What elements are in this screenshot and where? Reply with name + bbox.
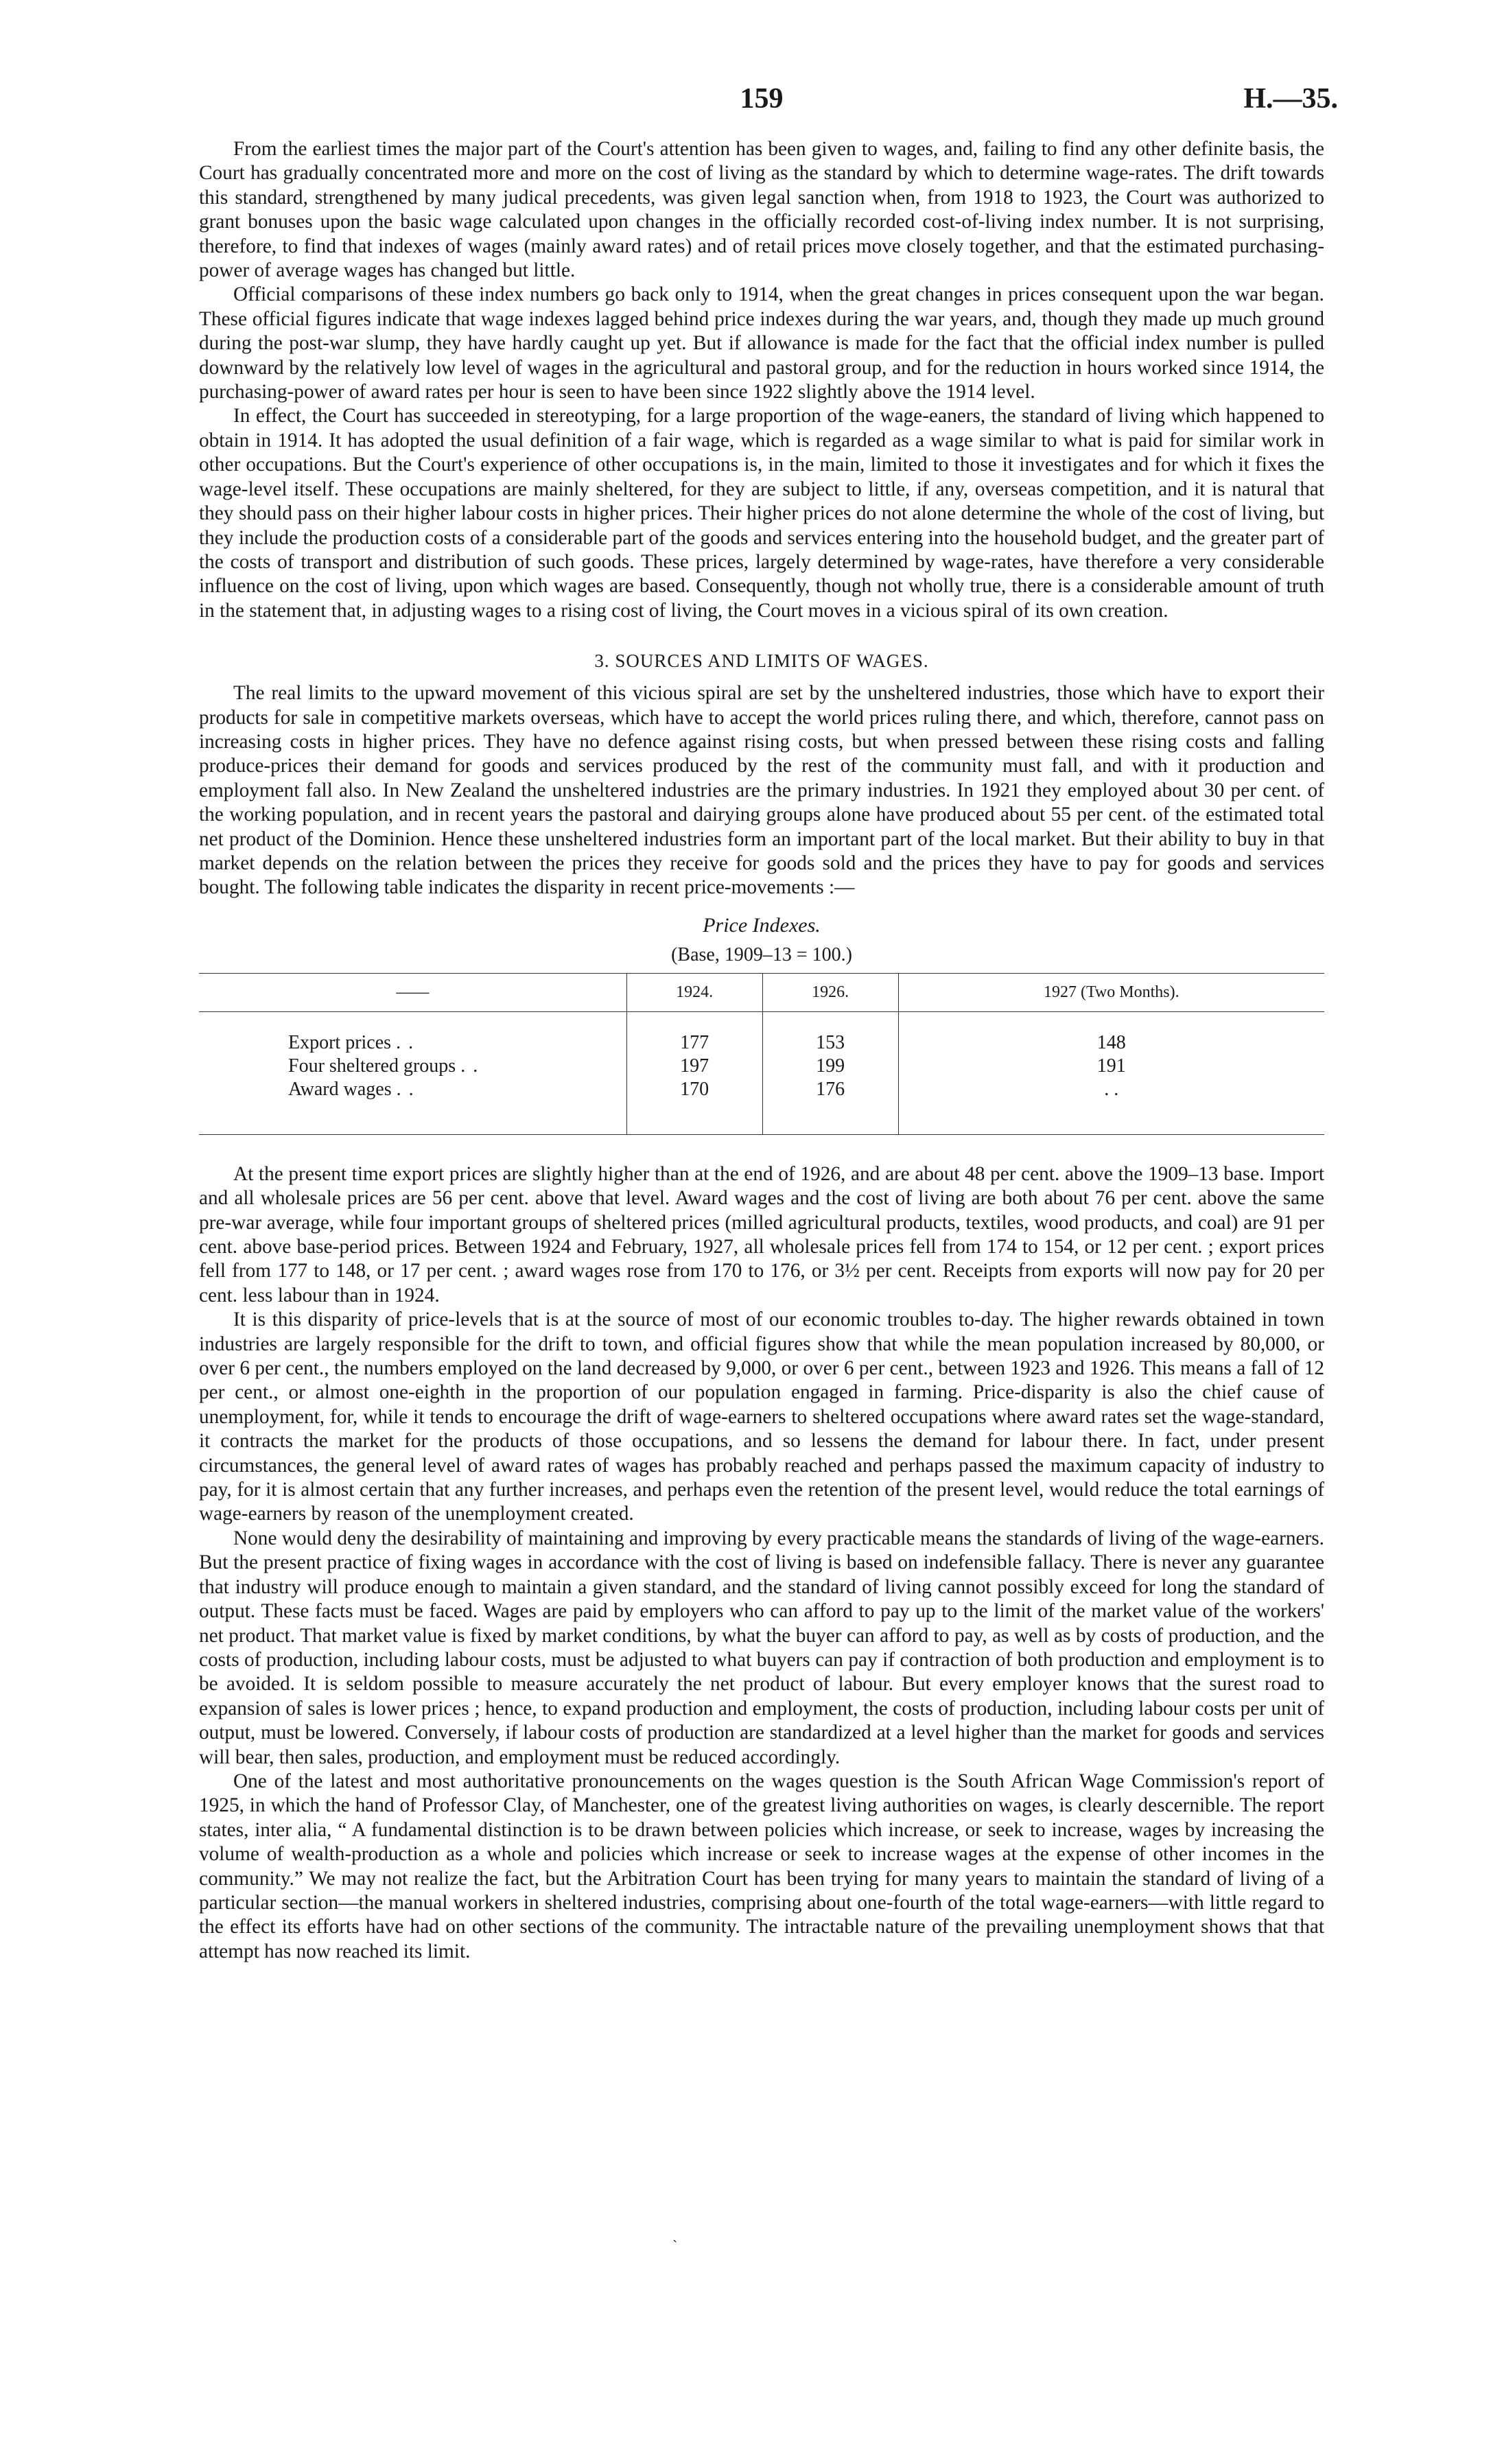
table-cell: 153 (762, 1011, 898, 1055)
table-cell: 148 (898, 1011, 1324, 1055)
section-heading: 3. SOURCES AND LIMITS OF WAGES. (594, 650, 929, 672)
table-header-dash: —— (199, 973, 626, 1011)
price-index-table (199, 973, 1324, 1135)
table-row (199, 1055, 1324, 1078)
table-title: Price Indexes. (703, 913, 821, 937)
page-number: 159 (740, 83, 784, 115)
table-cell: 170 (626, 1078, 762, 1135)
table-cell: . . (898, 1078, 1324, 1135)
table-cell: 177 (626, 1011, 762, 1055)
paragraph-desirability: None would deny the desirability of maintaining and improving by every practicable means the standards of living of the wage-earners. But the present practice of fixing wages in accordance with the cost of living is based on indefensible fallacy. There is never any guarantee that industry will produce enough to maintain a given standard, and the standard of living cannot possibly exceed for long the standard of output. These facts must be faced. Wages are paid by employers who can afford to pay up to the limit of the market value of the workers' net product. That market value is fixed by market conditions, by what the buyer can afford to pay, as well as by costs of production, and the costs of production, including labour costs, must be adjusted to what buyers can pay if contraction of both production and employment is to be avoided. It is seldom possible to measure accurately the net product of labour. But every employer knows that the surest road to expansion of sales is lower prices ; hence, to expand production and employment, the costs of production, including labour costs per unit of output, must be lowered. Conversely, if labour costs of production are standardized at a level higher than the market for goods and services will bear, then sales, production, and employment must be reduced accordingly. (199, 1527, 1324, 1768)
table-row (199, 1011, 1324, 1055)
page-header (199, 82, 1338, 137)
document-reference: H.—35. (1243, 83, 1338, 115)
table-cell: 191 (898, 1055, 1324, 1078)
paragraph-south-african-commission: One of the latest and most authoritative pronouncements on the wages question is the South African Wage Commission's report of 1925, in which the hand of Professor Clay, of Manchester, one of the greatest living authorities on wages, is clearly descernible. The report states, inter alia, “ A fundamental distinction is to be drawn between policies which increase, or seek to increase, wages by increasing the volume of wealth-production as a whole and policies which increase or seek to increase wages at the expense of other incomes in the community.” We may not realize the fact, but the Arbitration Court has been trying for many years to maintain the standard of living of a particular section—the manual workers in sheltered industries, comprising about one-fourth of the total wage-earners—with little regard to the effect its efforts have had on other sections of the community. The intractable nature of the prevailing unemployment shows that that attempt has now reached its limit. (199, 1770, 1324, 1962)
row-label-cell (199, 1011, 626, 1055)
paragraph-present-time: At the present time export prices are slightly higher than at the end of 1926, and are about 48 per cent. above the 1909–13 base. Import and all wholesale prices are 56 per cent. above that level. Award wages and the cost of living are both about 76 per cent. above the same pre-war average, while four important groups of sheltered prices (milled agricultural products, textiles, wood products, and coal) are 91 per cent. above base-period prices. Between 1924 and February, 1927, all wholesale prices fell from 174 to 154, or 12 per cent. ; export prices fell from 177 to 148, or 17 per cent. ; award wages rose from 170 to 176, or 3½ per cent. Receipts from exports will now pay for 20 per cent. less labour than in 1924. (199, 1162, 1324, 1306)
paragraph-official-comparisons: Official comparisons of these index numbers go back only to 1914, when the great changes in prices consequent upon the war began. These official figures indicate that wage indexes lagged behind price indexes during the war years, and, though they made up much ground during the post-war slump, they have hardly caught up yet. But if allowance is made for the fact that the official index number is pulled downward by the relatively low level of wages in the agricultural and pastoral group, and for the reduction in hours worked since 1914, the purchasing-power of award rates per hour is seen to have been since 1922 slightly above the 1914 level. (199, 283, 1324, 403)
row-label: Export prices (288, 1031, 392, 1053)
table-header-1924: 1924. (626, 973, 762, 1011)
leader-dots: . . (396, 1078, 415, 1100)
paragraph-court-wages: From the earliest times the major part of the Court's attention has been given to wages, and, failing to find any other definite basis, the Court has gradually concentrated more and more on the cost of living as the standard by which to determine wage-rates. The drift towards this standard, strengthened by many judical precedents, was given legal sanction when, from 1918 to 1923, the Court was authorized to grant bonuses upon the basic wage calculated upon changes in the officially recorded cost-of-living index number. It is not surprising, therefore, to find that indexes of wages (mainly award rates) and of retail prices move closely together, and that the estimated purchasing-power of average wages has changed but little. (199, 138, 1324, 282)
table-row (199, 1078, 1324, 1135)
table-cell: 176 (762, 1078, 898, 1135)
document-page (199, 82, 1338, 1964)
row-label: Award wages (288, 1078, 392, 1100)
table-subtitle: (Base, 1909–13 = 100.) (671, 943, 852, 965)
row-label-cell (199, 1055, 626, 1078)
row-label: Four sheltered groups (288, 1055, 456, 1077)
leader-dots: . . (460, 1055, 480, 1077)
table-header-1927: 1927 (Two Months). (898, 973, 1324, 1011)
table-cell: 197 (626, 1055, 762, 1078)
price-index-table-block (199, 914, 1324, 1135)
paragraph-real-limits: The real limits to the upward movement of this vicious spiral are set by the unsheltered industries, those which have to export their products for sale in competitive markets overseas, which have to accept the world prices ruling there, and which, therefore, cannot pass on increasing costs in higher prices. They have no defence against rising costs, but when pressed between these rising costs and falling produce-prices their demand for goods and services produced by the rest of the community must fall, and with it production and employment fall also. In New Zealand the unsheltered industries are the primary industries. In 1921 they employed about 30 per cent. of the working population, and in recent years the pastoral and dairying groups alone have produced about 55 per cent. of the estimated total net product of the Dominion. Hence these unsheltered industries form an important part of the local market. But their ability to buy in that market depends on the relation between the prices they receive for goods sold and the prices they have to pay for goods and services bought. The following table indicates the disparity in recent price-movements :— (199, 682, 1324, 899)
table-cell: 199 (762, 1055, 898, 1078)
row-label-cell (199, 1078, 626, 1135)
paragraph-stereotyping: In effect, the Court has succeeded in stereotyping, for a large proportion of the wage-eaners, the standard of living which happened to obtain in 1914. It has adopted the usual definition of a fair wage, which is regarded as a wage similar to what is paid for similar work in other occupations. But the Court's experience of other occupations is, in the main, limited to those it investigates and for which it fixes the wage-level itself. These occupations are mainly sheltered, for they are subject to little, if any, overseas competition, and it is natural that they should pass on their higher labour costs in higher prices. Their higher prices do not alone determine the whole of the cost of living, but they include the production costs of a considerable part of the goods and services entering into the household budget, and the greater part of the costs of transport and distribution of such goods. These prices, largely determined by wage-rates, have therefore a very considerable influence on the cost of living, upon which wages are based. Consequently, though not wholly true, there is a considerable amount of truth in the statement that, in adjusting wages to a rising cost of living, the Court moves in a vicious spiral of its own creation. (199, 405, 1324, 622)
leader-dots: . . (396, 1031, 415, 1053)
footer-mark: ` (672, 2237, 678, 2254)
paragraph-disparity: It is this disparity of price-levels that is at the source of most of our economic troubles to-day. The higher rewards obtained in town industries are largely responsible for the drift to town, and official figures show that while the mean population increased by 80,000, or over 6 per cent., the numbers employed on the land decreased by 9,000, or over 6 per cent., between 1923 and 1926. This means a fall of 12 per cent., or almost one-eighth in the proportion of our population engaged in farming. Price-disparity is also the chief cause of unemployment, for, while it tends to encourage the drift of wage-earners to sheltered occupations where award rates set the wage-standard, it contracts the market for the products of those occupations, and so lessens the demand for labour there. In fact, under present circumstances, the general level of award rates of wages has probably reached and perhaps passed the maximum capacity of industry to pay, for it is almost certain that any further increases, and perhaps even the retention of the present level, would reduce the total earnings of wage-earners by reason of the unemployment created. (199, 1309, 1324, 1525)
table-header-1926: 1926. (762, 973, 898, 1011)
table-header-row (199, 973, 1324, 1011)
